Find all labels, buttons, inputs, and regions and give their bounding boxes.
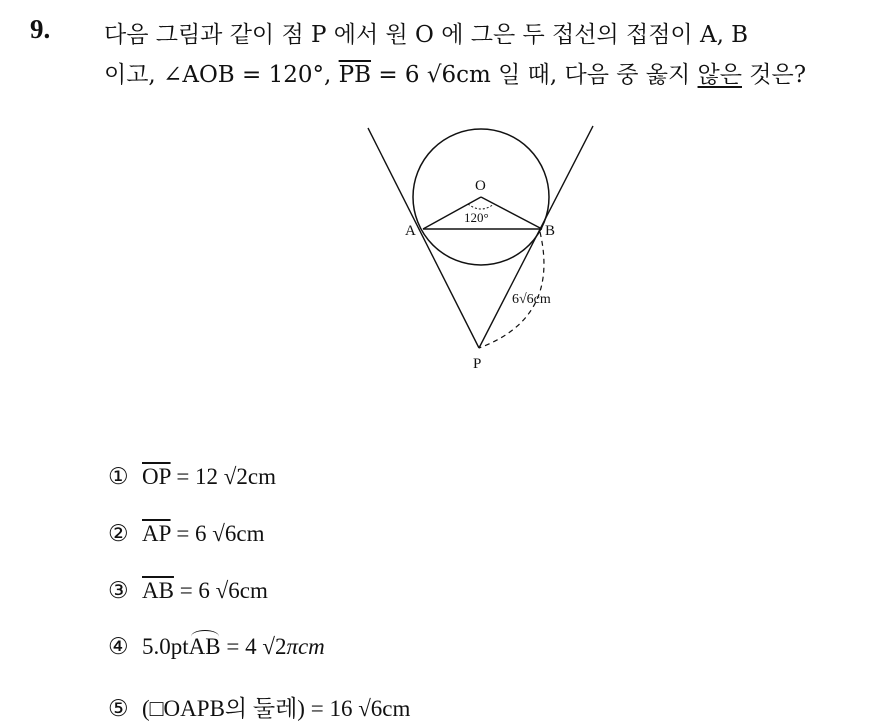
- question-text-line2: [104, 56, 806, 89]
- choice-text: = 4 √2: [220, 634, 287, 659]
- segment-ap: $\overline{AP}$: [142, 521, 171, 546]
- choice-number: ③: [108, 578, 129, 603]
- question-text-part: 것은?: [741, 62, 807, 88]
- radius-ob: [481, 197, 542, 229]
- choice-text: 5.0pt: [142, 634, 189, 659]
- question-number: 9.: [30, 14, 51, 44]
- tangent-line-right: [479, 126, 593, 348]
- arc-ab: AB: [188, 634, 221, 659]
- choice-number: ②: [108, 521, 129, 546]
- underlined-word: 않은: [697, 62, 742, 88]
- label-p: P: [473, 356, 482, 372]
- segment-op: $\overline{OP}$: [142, 464, 171, 489]
- choice-2[interactable]: [108, 521, 265, 547]
- length-label: 6√6cm: [512, 292, 551, 307]
- label-b: B: [545, 223, 556, 239]
- question-text-line1: 다음 그림과 같이 점 P 에서 원 O 에 그은 두 접선의 접점이 A, B: [104, 22, 749, 48]
- angle-label: 120°: [464, 210, 489, 225]
- choice-text: = 6 √6cm: [170, 521, 265, 546]
- choice-1[interactable]: [108, 464, 276, 490]
- label-o: O: [475, 178, 486, 194]
- dashed-arc-bp: [479, 232, 544, 348]
- choice-number: ④: [108, 634, 129, 659]
- choice-number: ①: [108, 464, 129, 489]
- choice-text: = 12 √2cm: [170, 464, 277, 489]
- choice-5[interactable]: [108, 690, 410, 723]
- segment-ab: $\overline{AB}$: [142, 578, 174, 603]
- label-a: A: [405, 223, 416, 239]
- question-text-part: = 6 √6cm 일 때, 다음 중 옳지: [371, 62, 698, 88]
- angle-mark: [468, 204, 494, 209]
- choice-3[interactable]: [108, 578, 268, 604]
- question-text-part: 이고, ∠AOB = 120°,: [104, 62, 339, 88]
- choice-text: (□OAPB의 둘레) = 16 √6cm: [142, 696, 411, 721]
- choice-number: ⑤: [108, 696, 129, 721]
- tangent-circle-figure: [360, 118, 600, 378]
- choice-text: = 6 √6cm: [173, 578, 268, 603]
- choice-4[interactable]: [108, 634, 325, 660]
- segment-pb: $\overline{PB}$: [338, 62, 372, 88]
- choice-text-italic: πcm: [286, 634, 325, 659]
